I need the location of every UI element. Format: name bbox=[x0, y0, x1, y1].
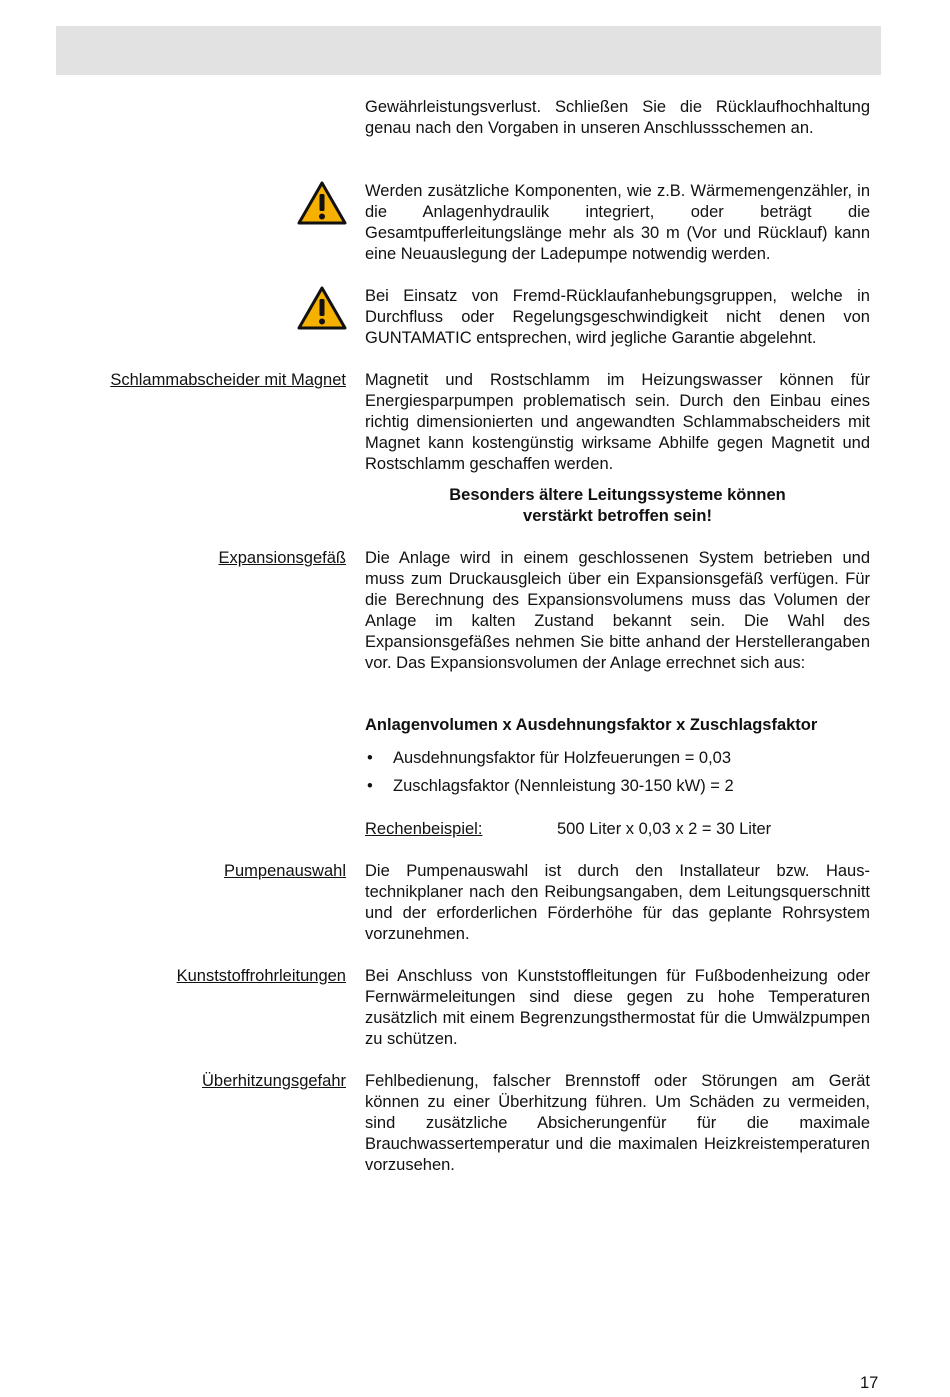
bullet-icon: • bbox=[367, 777, 373, 795]
page-number: 17 bbox=[860, 1374, 879, 1392]
bullet-text: Zuschlagsfaktor (Nennleistung 30-150 kW) = 2 bbox=[393, 777, 734, 795]
section-label-schlammabscheider: Schlammabscheider mit Magnet bbox=[110, 371, 346, 389]
warning-triangle-icon bbox=[297, 286, 347, 330]
example-label: Rechenbeispiel: bbox=[365, 820, 483, 838]
list-item bbox=[365, 748, 734, 776]
section-text-kunststoffrohrleitungen: Bei Anschluss von Kunststoffleitungen für Fußbodenheizung oder Fernwärmeleitungen sind diese gegen zu hohe Temperaturen zusätzlich mit einem Begrenzungsthermostat für die Umwälzpumpen zu schützen. bbox=[365, 967, 870, 1048]
warning-text-2: Bei Einsatz von Fremd-Rücklaufanhebungsgruppen, welche in Durchfluss oder Regelungsgeschwindigkeit nicht denen von GUNTAMATIC entsprechen, wird jegliche Garantie abgelehnt. bbox=[365, 287, 870, 347]
schlamm-note-line-1: Besonders ältere Leitungssysteme können bbox=[449, 486, 786, 504]
intro-paragraph: Gewährleistungsverlust. Schließen Sie die Rücklaufhochhaltung genau nach den Vorgaben in unseren Anschlussschemen an. bbox=[365, 98, 870, 137]
schlamm-note-line-2: verstärkt betroffen sein! bbox=[523, 507, 712, 525]
warning-text-1: Werden zusätzliche Komponenten, wie z.B. Wärmemengenzähler, in die Anlagenhydraulik integriert, oder beträgt die Gesamtpufferleitungslänge mehr als 30 m (Vor und Rücklauf) kann eine Neuauslegung der Ladepumpe notwendig werden. bbox=[365, 182, 870, 263]
section-label-ueberhitzungsgefahr: Überhitzungsgefahr bbox=[201, 1072, 346, 1090]
section-text-schlammabscheider: Magnetit und Rostschlamm im Heizungswasser können für Energiesparpumpen problematisch sein. Durch den Einbau eines richtig dimensionierten und angewandten Schlammabscheiders mit Magnet kann kostengünstig wirksame Abhilfe gegen Magnetit und Rostschlamm geschaffen werden. bbox=[365, 371, 870, 473]
example-value: 500 Liter x 0,03 x 2 = 30 Liter bbox=[557, 820, 772, 838]
warning-triangle-icon bbox=[297, 181, 347, 225]
expansion-bullet-list bbox=[365, 748, 734, 804]
section-label-pumpenauswahl: Pumpenauswahl bbox=[224, 862, 346, 880]
page-header-bar bbox=[56, 26, 881, 75]
section-text-pumpenauswahl: Die Pumpenauswahl ist durch den Installateur bzw. Haustechnikplaner nach den Reibungsangaben, dem Leitungsquerschnitt und der erforderlichen Förderhöhe für das geplante Rohrsystem vorzunehmen. bbox=[365, 862, 870, 943]
list-item bbox=[365, 776, 734, 804]
section-text-ueberhitzungsgefahr: Fehlbedienung, falscher Brennstoff oder Störungen am Gerät können zu einer Überhitzung führen. Um Schäden zu vermeiden, sind zusätzliche Absicherungenfür für die maximale Brauchwassertemperatur und die maximalen Heizkreistemperaturen vorzusehen. bbox=[365, 1072, 870, 1174]
bullet-icon: • bbox=[367, 749, 373, 767]
bullet-text: Ausdehnungsfaktor für Holzfeuerungen = 0,03 bbox=[393, 749, 732, 767]
section-label-kunststoffrohrleitungen: Kunststoffrohrleitungen bbox=[176, 967, 346, 985]
expansion-formula: Anlagenvolumen x Ausdehnungsfaktor x Zuschlagsfaktor bbox=[365, 716, 818, 734]
section-text-expansionsgefaess: Die Anlage wird in einem geschlossenen System betrieben und muss zum Druckausgleich über ein Expansionsgefäß verfügen. Für die Berechnung des Expansionsvolumens muss das Volumen der Anlage im kalten Zustand bekannt sein. Die Wahl des Expansionsgefäßes nehmen Sie bitte anhand der Herstellerangaben vor. Das Expansionsvolumen der Anlage errechnet sich aus: bbox=[365, 549, 870, 672]
section-label-expansionsgefaess: Expansionsgefäß bbox=[218, 549, 346, 567]
